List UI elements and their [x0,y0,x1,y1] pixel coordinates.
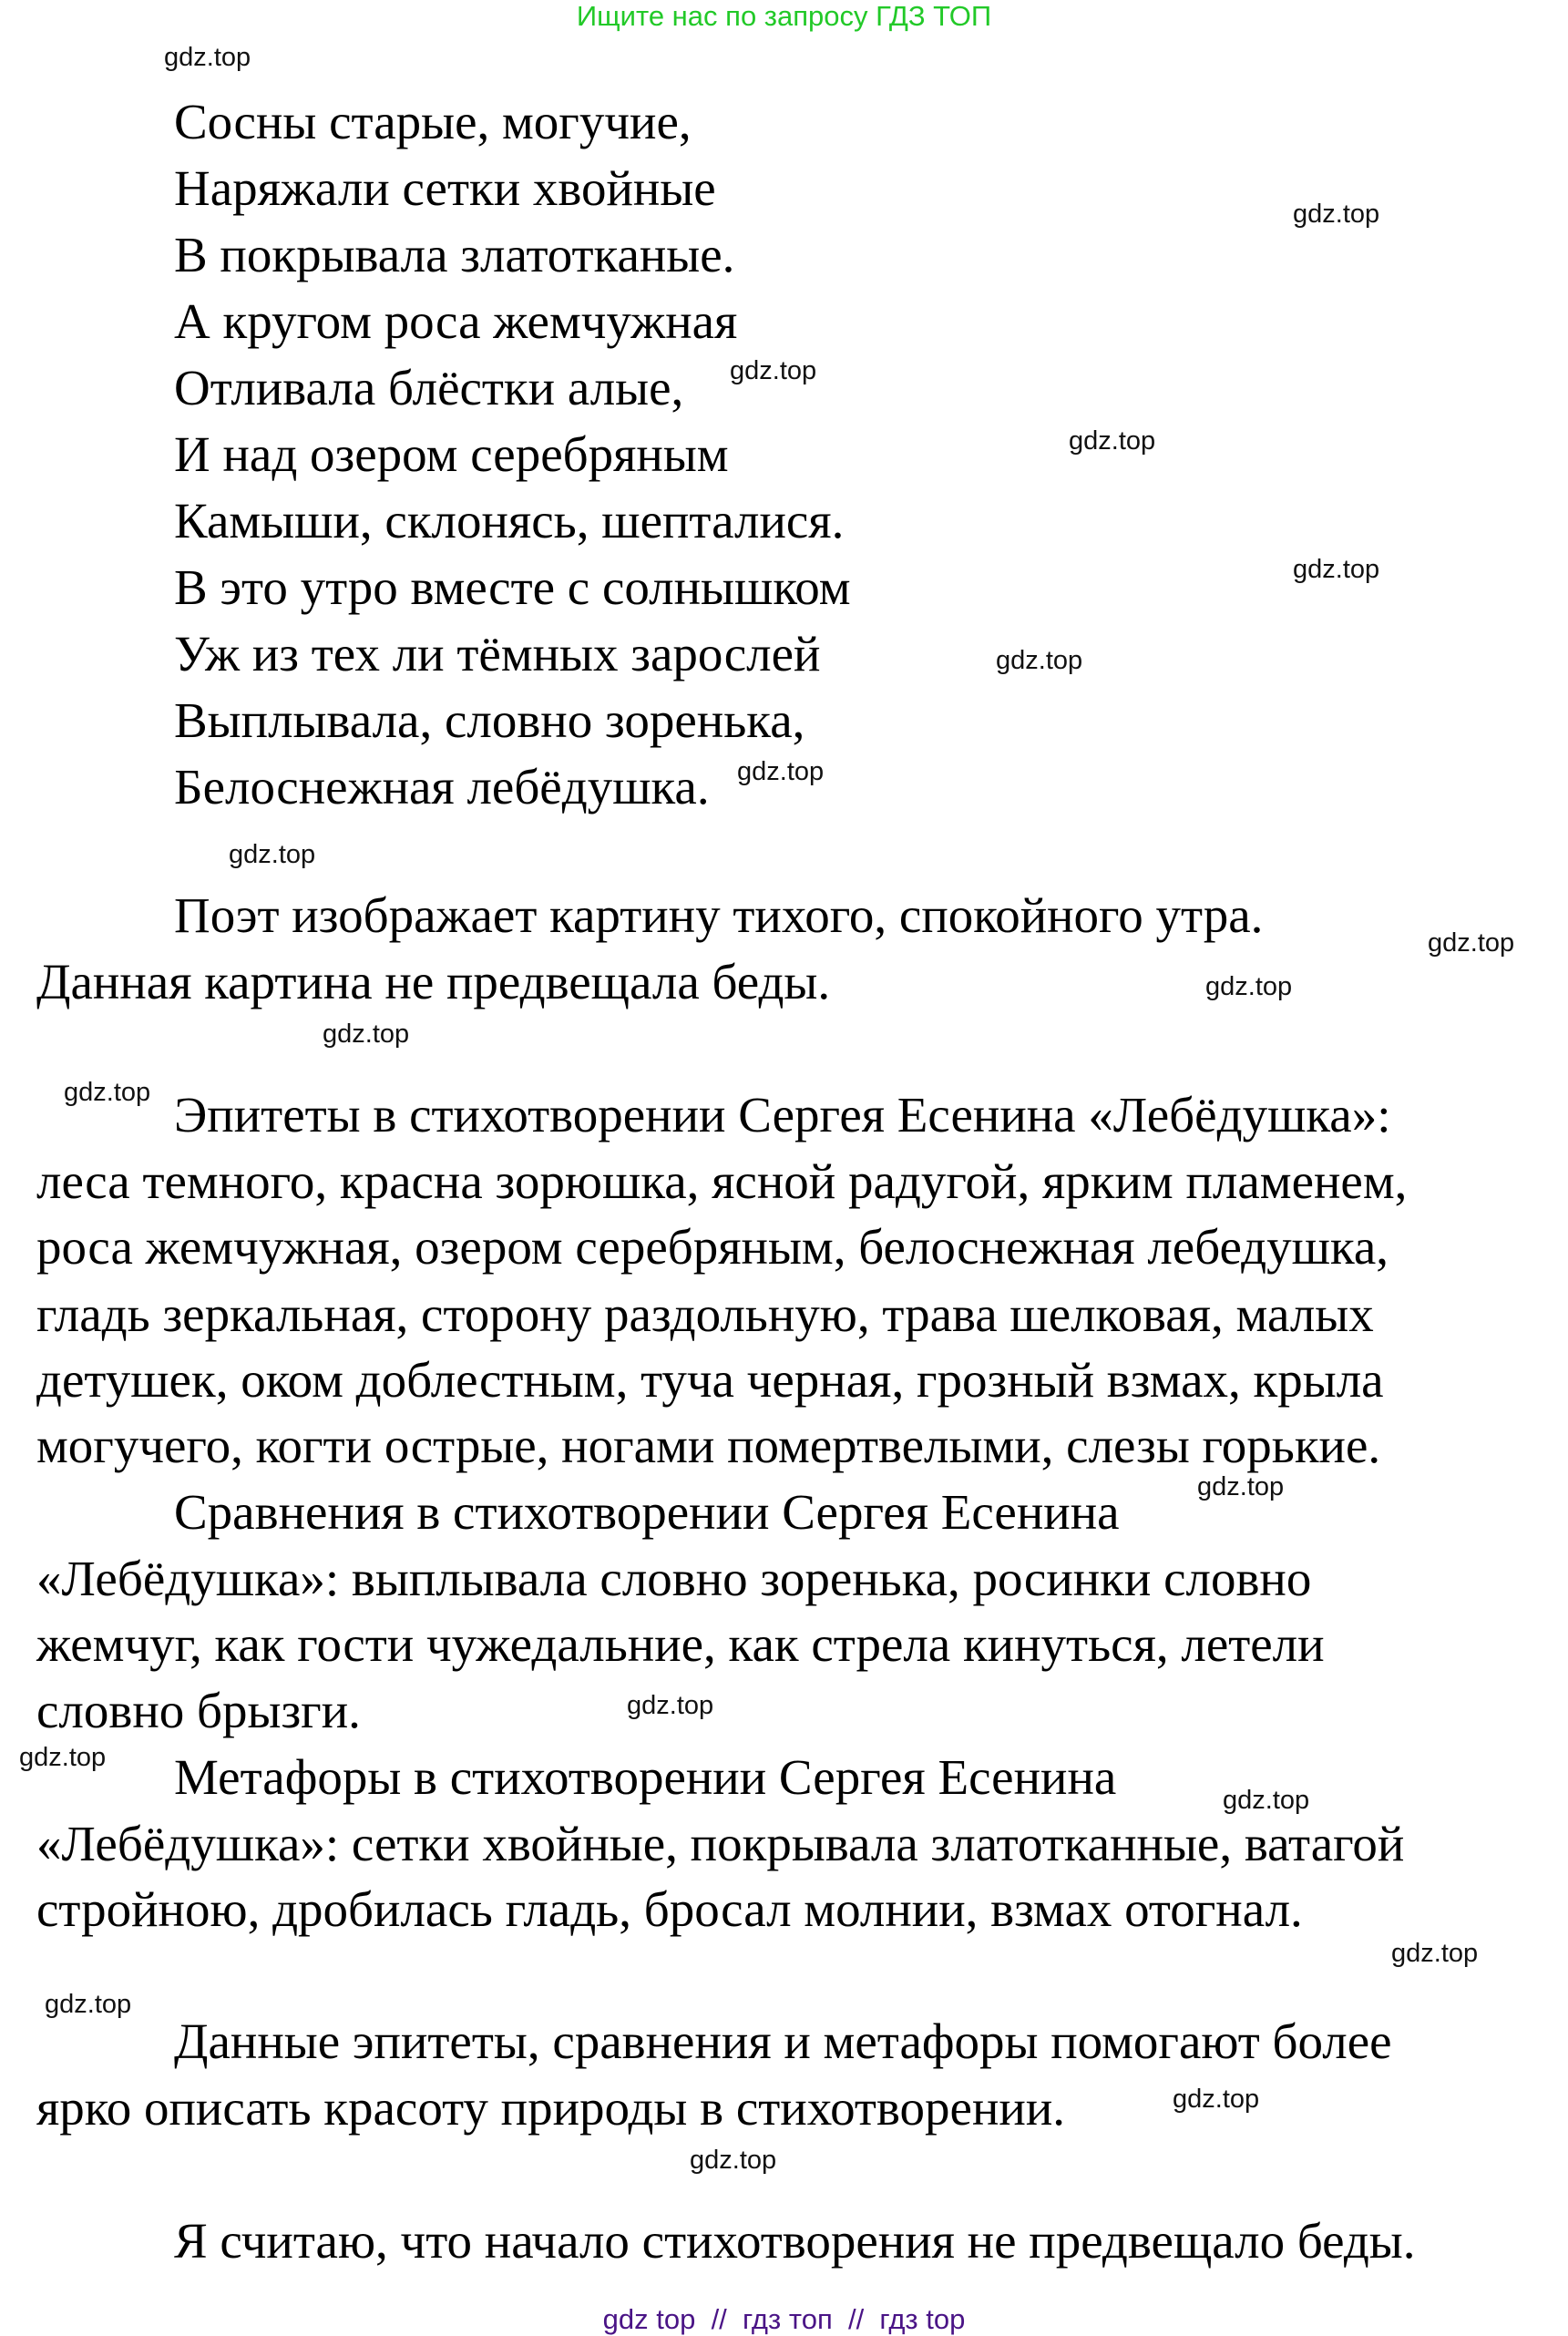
watermark: gdz.top [19,1743,107,1772]
poem-line: В покрывала златотканые. [174,227,735,282]
poem-line: Сосны старые, могучие, [174,94,692,149]
poem-line: А кругом роса жемчужная [174,293,738,349]
poem-line: Уж из тех ли тёмных зарослей [174,626,821,681]
text-line: Поэт изображает картину тихого, спокойного утра. [174,887,1264,943]
watermark: gdz.top [1223,1786,1310,1815]
watermark: gdz.top [229,840,316,869]
poem-line: Отливала блёстки алые, [174,360,684,415]
text-line: Данная картина не предвещала беды. [36,954,831,1009]
watermark: gdz.top [1197,1472,1285,1501]
search-hint-header: Ищите нас по запросу ГДЗ ТОП [576,0,992,32]
watermark: gdz.top [1293,200,1380,229]
poem-line: И над озером серебряным [174,426,729,482]
watermark: gdz.top [1391,1939,1479,1968]
watermark: gdz.top [1205,972,1293,1001]
poem-line: В это утро вместе с солнышком [174,559,851,615]
poem-line: Выплывала, словно зоренька, [174,692,805,748]
watermark: gdz.top [64,1078,151,1107]
watermark: gdz.top [690,2146,777,2175]
text-line: Сравнения в стихотворении Сергея Есенина [174,1484,1120,1540]
text-line: «Лебёдушка»: выплывала словно зоренька, росинки словно [36,1551,1312,1606]
text-line: жемчуг, как гости чужедальние, как стрела кинуться, летели [36,1616,1325,1672]
watermark: gdz.top [996,646,1083,675]
text-line: словно брызги. [36,1683,361,1738]
text-line: леса темного, красна зорюшка, ясной радугой, ярким пламенем, [36,1153,1408,1209]
watermark: gdz.top [1069,426,1156,456]
text-line: Данные эпитеты, сравнения и метафоры помогают более [174,2013,1392,2069]
poem-line: Наряжали сетки хвойные [174,160,716,216]
text-line: ярко описать красоту природы в стихотворении. [36,2080,1066,2136]
poem-line: Белоснежная лебёдушка. [174,759,710,815]
text-line: Эпитеты в стихотворении Сергея Есенина «Лебёдушка»: [174,1087,1391,1142]
watermark: gdz.top [1428,928,1515,958]
watermark: gdz.top [627,1691,714,1720]
text-line: гладь зеркальная, сторону раздольную, трава шелковая, малых [36,1286,1374,1342]
watermark: gdz.top [737,757,825,786]
watermark: gdz.top [45,1990,132,2019]
text-line: роса жемчужная, озером серебряным, белоснежная лебедушка, [36,1219,1389,1275]
text-line: детушек, оком доблестным, туча черная, грозный взмах, крыла [36,1352,1384,1408]
watermark: gdz.top [323,1019,410,1049]
watermark: gdz.top [730,356,817,385]
watermark: gdz.top [1293,555,1380,584]
poem-line: Камыши, склонясь, шепталися. [174,493,845,548]
text-line: Метафоры в стихотворении Сергея Есенина [174,1749,1117,1805]
watermark: gdz.top [1173,2085,1260,2114]
text-line: стройною, дробилась гладь, бросал молнии, взмах отогнал. [36,1881,1303,1937]
text-line: могучего, когти острые, ногами помертвелыми, слезы горькие. [36,1418,1381,1473]
text-line: Я считаю, что начало стихотворения не предвещало беды. [174,2213,1416,2269]
footer-links: gdz top // гдз топ // гдз top [602,2303,966,2335]
text-line: «Лебёдушка»: сетки хвойные, покрывала златотканные, ватагой [36,1816,1405,1871]
watermark: gdz.top [164,43,251,72]
